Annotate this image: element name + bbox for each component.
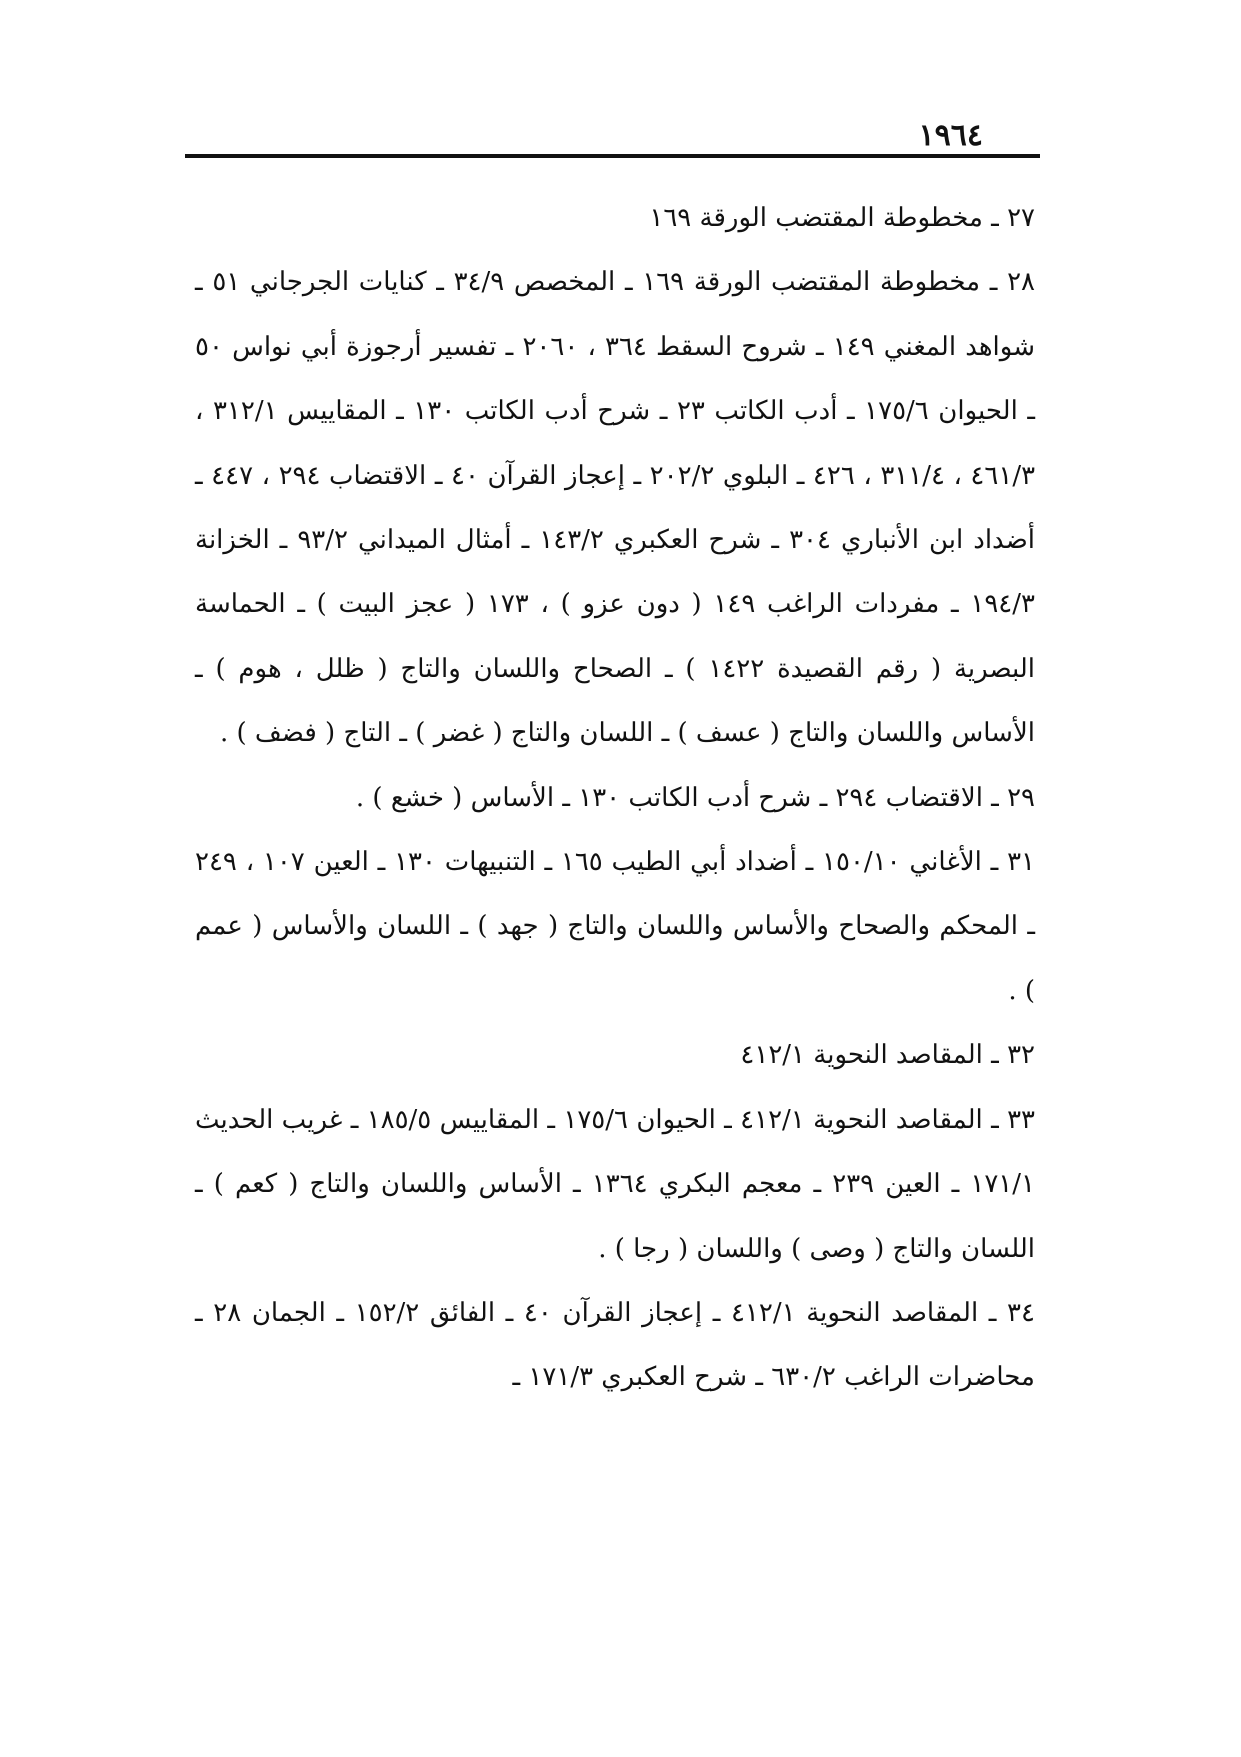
footnote-entry-34: ٣٤ ـ المقاصد النحوية ٤١٢/١ ـ إعجاز القرآن ٤٠ ـ الفائق ١٥٢/٢ ـ الجمان ٢٨ ـ محاضرات الراغب ٦٣٠/٢ ـ شرح العكبري ١٧١/٣ ـ (195, 1297, 1035, 1393)
footnote-entry-31: ٣١ ـ الأغاني ١٥٠/١٠ ـ أضداد أبي الطيب ١٦٥ ـ التنبيهات ١٣٠ ـ العين ١٠٧ ، ٢٤٩ ـ المحكم والصحاح والأساس واللسان والتاج ( جهد ) ـ اللسان والأساس ( عمم ) . (195, 847, 1036, 1006)
page-number: ١٩٦٤ (918, 118, 983, 153)
footnote-entry-27: ٢٧ ـ مخطوطة المقتضب الورقة ١٦٩ (649, 203, 1035, 233)
footnote-entry-33: ٣٣ ـ المقاصد النحوية ٤١٢/١ ـ الحيوان ١٧٥/٦ ـ المقاييس ١٨٥/٥ ـ غريب الحديث ١٧١/١ ـ العين ٢٣٩ ـ معجم البكري ١٣٦٤ ـ الأساس واللسان والتاج ( كعم ) ـ اللسان والتاج ( وصى ) واللسان ( رجا ) . (195, 1104, 1035, 1264)
footnote-entry-28: ٢٨ ـ مخطوطة المقتضب الورقة ١٦٩ ـ المخصص ٣٤/٩ ـ كنايات الجرجاني ٥١ ـ شواهد المغني ١٤٩ ـ شروح السقط ٣٦٤ ، ٢٠٦٠ ـ تفسير أرجوزة أبي نواس ٥٠ ـ الحيوان ١٧٥/٦ ـ أدب الكاتب ٢٣ ـ شرح أدب الكاتب ١٣٠ ـ المقاييس ٣١٢/١ ، ٤٦١/٣ ، ٣١١/٤ ، ٤٢٦ ـ البلوي ٢٠٢/٢ ـ إعجاز القرآن ٤٠ ـ الاقتضاب ٢٩٤ ، ٤٤٧ ـ أضداد ابن الأنباري ٣٠٤ ـ شرح العكبري ١٤٣/٢ ـ أمثال الميداني ٩٣/٢ ـ الخزانة ١٩٤/٣ ـ مفردات الراغب ١٤٩ ( دون عزو ) ، ١٧٣ ( عجز البيت ) ـ الحماسة البصرية ( رقم القصيدة ١٤٢٢ ) ـ الصحاح واللسان والتاج ( ظلل ، هوم ) ـ الأساس واللسان والتاج ( عسف ) ـ اللسان والتاج ( غضر ) ـ التاج ( فضف ) . (195, 267, 1036, 749)
footnotes-body (195, 186, 1035, 1410)
footnote-entry-29: ٢٩ ـ الاقتضاب ٢٩٤ ـ شرح أدب الكاتب ١٣٠ ـ الأساس ( خشع ) . (355, 782, 1035, 813)
footnote-entry-32: ٣٢ ـ المقاصد النحوية ٤١٢/١ (740, 1040, 1035, 1071)
header-rule (185, 154, 1040, 158)
